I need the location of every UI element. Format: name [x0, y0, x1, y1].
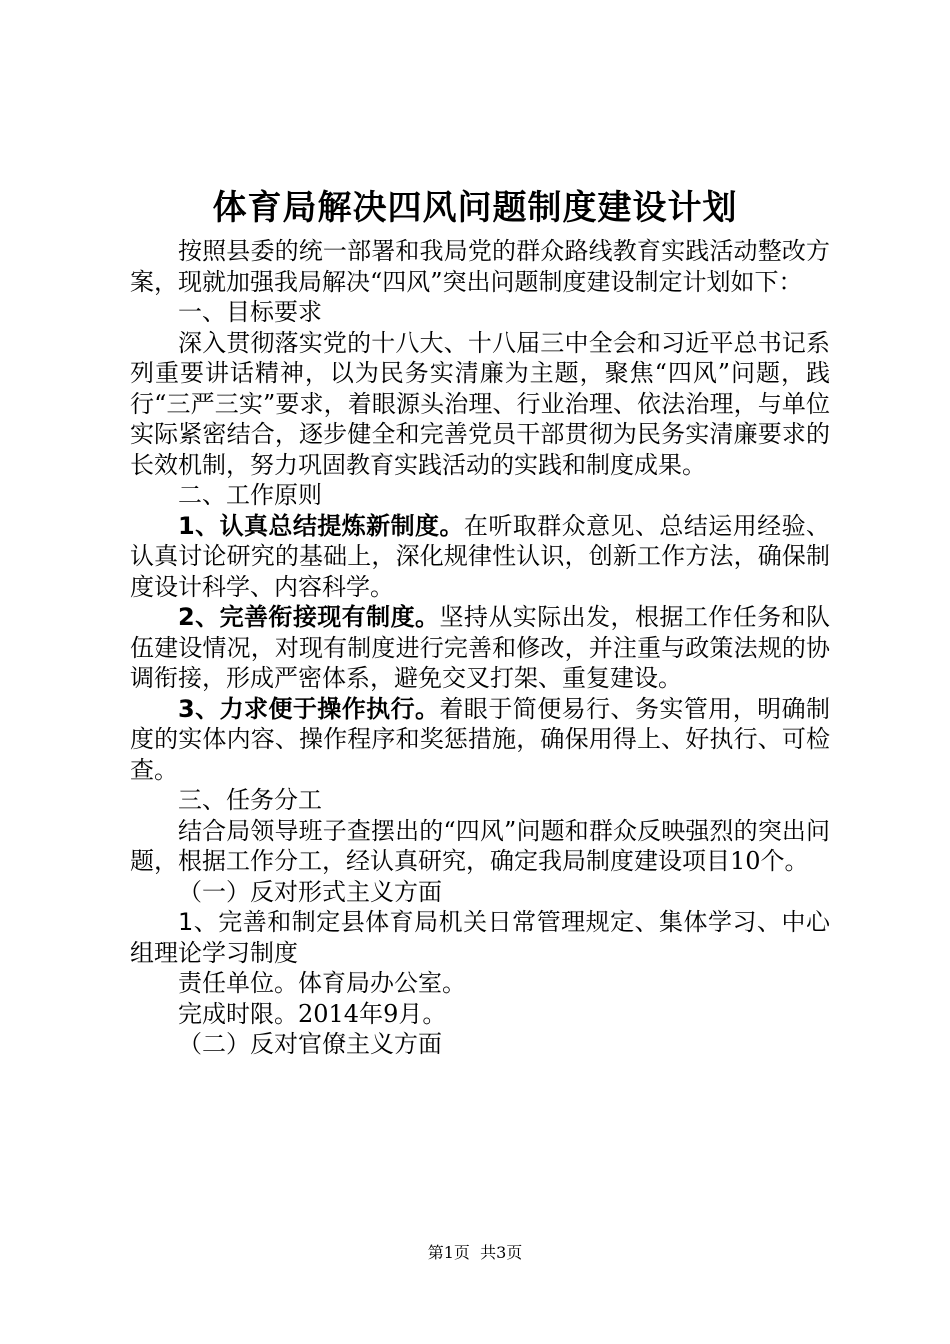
principle-text: 坚持从实际出发，根据工作任务和队伍建设情况，对现有制度进行完善和修改，并注重与政策法规的协调衔接，形成严密体系，避免交叉打架、重复建设。 — [130, 603, 831, 692]
section1-heading: 一、目标要求 — [178, 298, 322, 326]
principle-item — [130, 511, 830, 603]
document-body — [130, 236, 830, 1060]
responsible-unit: 责任单位。体育局办公室。 — [178, 969, 466, 997]
section3-heading: 三、任务分工 — [178, 786, 322, 814]
intro-paragraph: 按照县委的统一部署和我局党的群众路线教育实践活动整改方案，现就加强我局解决“四风”突出问题制度建设制定计划如下： — [130, 237, 830, 296]
principle-item — [130, 694, 830, 786]
section3-paragraph: 结合局领导班子查摆出的“四风”问题和群众反映强烈的突出问题，根据工作分工，经认真研究，确定我局制度建设项目10个。 — [130, 816, 830, 875]
page-total: 共3页 — [480, 1243, 523, 1262]
principle-lead: 1、认真总结提炼新制度。 — [178, 511, 464, 540]
section2-heading: 二、工作原则 — [178, 481, 322, 509]
subsection2-heading: （二）反对官僚主义方面 — [178, 1030, 442, 1058]
subsection1-heading: （一）反对形式主义方面 — [178, 877, 442, 906]
principle-item — [130, 602, 830, 694]
principle-text: 着眼于简便易行、务实管用，明确制度的实体内容、操作程序和奖惩措施，确保用得上、好执行、可检查。 — [130, 694, 831, 784]
deadline: 完成时限。2014年9月。 — [178, 999, 447, 1028]
page-number: 第1页 — [427, 1243, 470, 1262]
principle-lead: 3、力求便于操作执行。 — [178, 694, 440, 723]
principle-text: 在听取群众意见、总结运用经验、认真讨论研究的基础上，深化规律性认识，创新工作方法，确保制度设计科学、内容科学。 — [130, 511, 831, 601]
principle-lead: 2、完善衔接现有制度。 — [178, 603, 440, 631]
task-item-title: 1、完善和制定县体育局机关日常管理规定、集体学习、中心组理论学习制度 — [130, 908, 830, 967]
page-footer — [0, 1243, 950, 1263]
section1-paragraph: 深入贯彻落实党的十八大、十八届三中全会和习近平总书记系列重要讲话精神，以为民务实清廉为主题，聚焦“四风”问题，践行“三严三实”要求，着眼源头治理、行业治理、依法治理，与单位实际紧密结合，逐步健全和完善党员干部贯彻为民务实清廉要求的长效机制，努力巩固教育实践活动的实践和制度成果。 — [130, 328, 830, 479]
document-title: 体育局解决四风问题制度建设计划 — [212, 188, 738, 228]
